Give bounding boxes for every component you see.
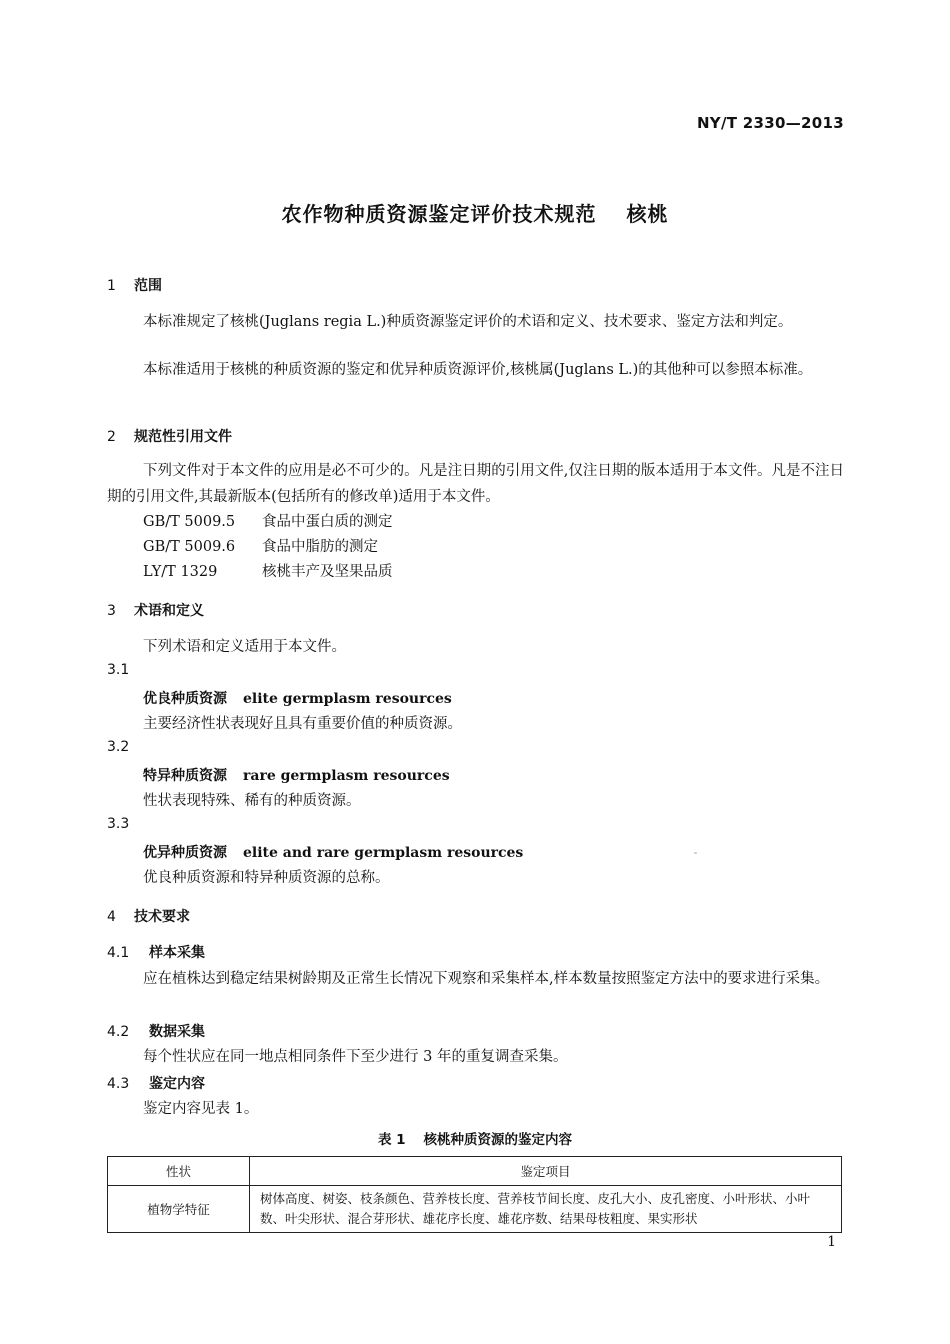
section-4-2-heading: 4.2 数据采集 [107, 1024, 205, 1040]
section-2-p1-text: 下列文件对于本文件的应用是必不可少的。凡是注日期的引用文件,仅注日期的版本适用于本文件。凡是不注日期的引用文件,其最新版本(包括所有的修改单)适用于本文件。 [107, 463, 844, 505]
term-3-1-number: 3.1 [107, 662, 130, 678]
standard-code: NY/T 2330—2013 [696, 114, 844, 132]
section-3-intro: 下列术语和定义适用于本文件。 [143, 639, 346, 655]
section-4-3-heading: 4.3 鉴定内容 [107, 1076, 205, 1092]
table-1-title: 表 1 核桃种质资源的鉴定内容 [377, 1132, 573, 1148]
term-3-2-heading: 特异种质资源 rare germplasm resources [143, 768, 450, 784]
section-1-paragraph-1 [107, 309, 844, 335]
scan-speck [694, 852, 697, 854]
section-1-title: 范围 [134, 278, 162, 294]
term-3-2-number: 3.2 [107, 739, 130, 755]
section-4-2-paragraph: 每个性状应在同一地点相同条件下至少进行 3 年的重复调查采集。 [143, 1049, 568, 1065]
section-2-heading: 2 规范性引用文件 [107, 429, 232, 445]
section-3-heading: 3 术语和定义 [107, 603, 204, 619]
table-header-items: 鉴定项目 [250, 1157, 842, 1186]
reference-2: GB/T 5009.6 食品中脂肪的测定 [143, 539, 378, 555]
section-4-heading: 4 技术要求 [107, 909, 190, 925]
title-main: 农作物种质资源鉴定评价技术规范 [281, 202, 597, 226]
term-3-2-definition: 性状表现特殊、稀有的种质资源。 [143, 793, 361, 809]
table-header-trait: 性状 [108, 1157, 250, 1186]
term-3-3-number: 3.3 [107, 816, 130, 832]
reference-3: LY/T 1329 核桃丰产及坚果品质 [143, 564, 393, 580]
title-species: 核桃 [626, 202, 669, 226]
section-2-title: 规范性引用文件 [134, 429, 232, 445]
section-2-paragraph [107, 458, 844, 510]
term-3-3-definition: 优良种质资源和特异种质资源的总称。 [143, 870, 390, 886]
section-4-3-paragraph: 鉴定内容见表 1。 [143, 1101, 259, 1117]
section-1-p2-text: 本标准适用于核桃的种质资源的鉴定和优异种质资源评价,核桃属(Juglans L.)的其他种可以参照本标准。 [143, 362, 813, 378]
section-1-heading: 1 范围 [107, 278, 162, 294]
section-3-title: 术语和定义 [134, 603, 204, 619]
page-number: 1 [827, 1234, 836, 1250]
section-4-1-paragraph: 应在植株达到稳定结果树龄期及正常生长情况下观察和采集样本,样本数量按照鉴定方法中的要求进行采集。 [143, 971, 830, 987]
table-1 [107, 1156, 842, 1233]
term-3-1-heading: 优良种质资源 elite germplasm resources [143, 691, 452, 707]
section-4-1-heading: 4.1 样本采集 [107, 945, 205, 961]
document-title [0, 198, 950, 227]
table-cell-items: 树体高度、树姿、枝条颜色、营养枝长度、营养枝节间长度、皮孔大小、皮孔密度、小叶形状、小叶数、叶尖形状、混合芽形状、雄花序长度、雄花序数、结果母枝粗度、果实形状 [250, 1186, 842, 1233]
table-cell-trait: 植物学特征 [108, 1186, 250, 1233]
reference-1: GB/T 5009.5 食品中蛋白质的测定 [143, 514, 393, 530]
term-3-3-heading: 优异种质资源 elite and rare germplasm resources [143, 845, 524, 861]
term-3-1-definition: 主要经济性状表现好且具有重要价值的种质资源。 [143, 716, 462, 732]
table-header-row [108, 1157, 842, 1186]
section-1-paragraph-2 [107, 357, 844, 383]
section-4-title: 技术要求 [134, 909, 190, 925]
section-1-p1-text: 本标准规定了核桃(Juglans regia L.)种质资源鉴定评价的术语和定义、技术要求、鉴定方法和判定。 [143, 314, 793, 330]
table-row [108, 1186, 842, 1233]
